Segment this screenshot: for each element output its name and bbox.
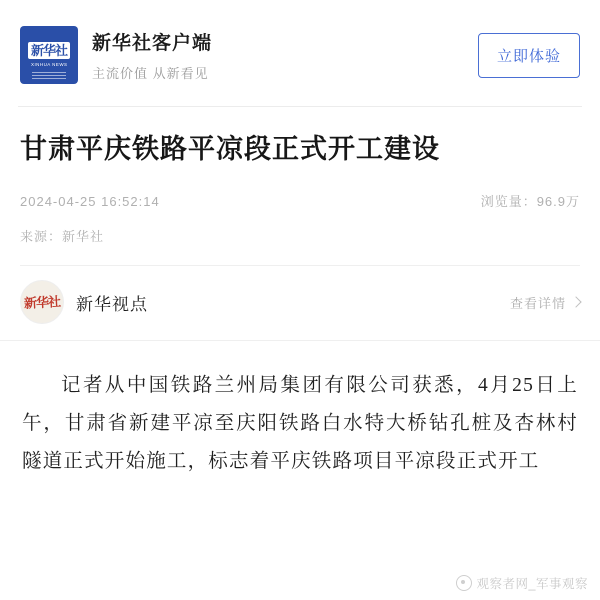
chevron-right-icon [570,296,581,307]
xinhua-logo-icon [20,26,78,84]
eye-icon [456,575,472,591]
article-source: 来源：新华社 [20,229,105,244]
watermark [456,574,588,592]
logo-decorative-lines [20,72,78,79]
try-now-button[interactable]: 立即体验 [478,33,580,78]
avatar-label: 新华社 [23,293,61,311]
view-details-link[interactable] [510,293,580,312]
brand-title: 新华社客户端 [92,33,213,54]
logo-sub-text: XINHUA NEWS [30,62,68,68]
publish-timestamp: 2024-04-25 16:52:14 [20,194,160,209]
avatar [20,280,64,324]
app-header [0,0,600,106]
brand-subtitle: 主流价值 从新看见 [92,66,209,81]
publisher-name: 新华视点 [76,294,148,314]
logo-badge-text: 新华社 [28,42,70,59]
article-body: 记者从中国铁路兰州局集团有限公司获悉，4月25日上午，甘肃省新建平凉至庆阳铁路白水特大桥钻孔桩及杏林村隧道正式开始施工，标志着平庆铁路项目平凉段正式开工 [22,375,578,472]
watermark-text: 观察者网_军事观察 [476,577,588,591]
article-meta [20,191,580,210]
article-header [0,107,600,245]
publisher-row[interactable] [0,266,600,340]
brand-block [92,28,478,82]
page-title: 甘肃平庆铁路平凉段正式开工建设 [20,134,440,164]
view-details-label: 查看详情 [509,295,566,311]
view-count: 浏览量：96.9万 [480,194,580,209]
